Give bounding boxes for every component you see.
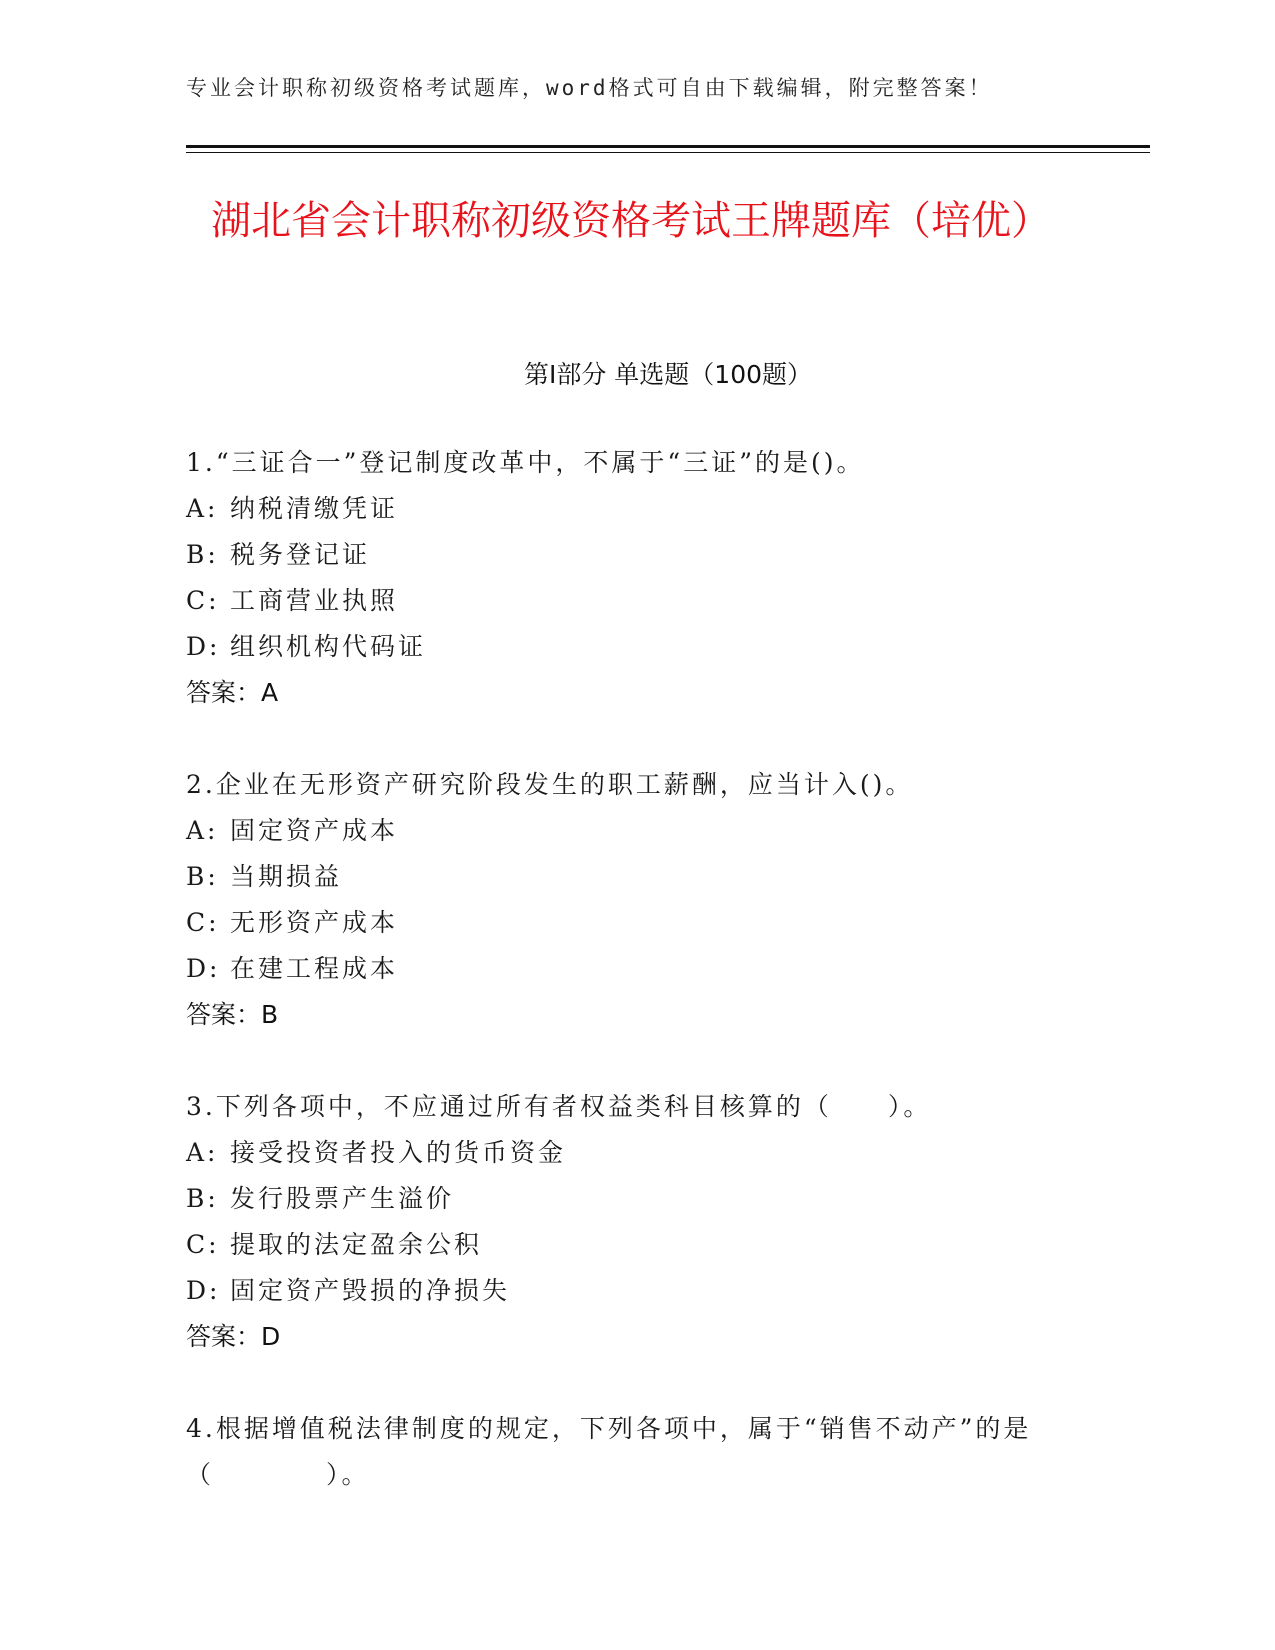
option-text: 提取的法定盈余公积 — [230, 1230, 483, 1259]
option-text: 组织机构代码证 — [230, 632, 427, 661]
option-b — [186, 1176, 1086, 1222]
answer-line: 答案：D — [186, 1322, 281, 1351]
option-prefix: C: — [186, 586, 220, 615]
option-b — [186, 854, 1086, 900]
header-rule-thick — [186, 145, 1150, 148]
question-1 — [186, 440, 1086, 716]
question-2 — [186, 762, 1086, 1038]
question-3 — [186, 1084, 1086, 1360]
question-4 — [186, 1406, 1086, 1498]
answer-line: 答案：B — [186, 1000, 279, 1029]
option-prefix: A: — [186, 816, 219, 845]
question-stem: 2.企业在无形资产研究阶段发生的职工薪酬，应当计入()。 — [186, 770, 914, 799]
answer-line: 答案：A — [186, 678, 279, 707]
option-prefix: A: — [186, 1138, 219, 1167]
option-text: 无形资产成本 — [230, 908, 399, 937]
option-prefix: A: — [186, 494, 219, 523]
option-text: 当期损益 — [230, 862, 343, 891]
option-d — [186, 946, 1086, 992]
question-stem: 4.根据增值税法律制度的规定，下列各项中，属于“销售不动产”的是（ ）。 — [186, 1414, 1032, 1489]
option-text: 发行股票产生溢价 — [230, 1184, 455, 1213]
option-prefix: B: — [186, 862, 219, 891]
option-c — [186, 578, 1086, 624]
option-prefix: D: — [186, 1276, 221, 1305]
document-title: 湖北省会计职称初级资格考试王牌题库（培优） — [211, 198, 1051, 244]
option-prefix: D: — [186, 632, 221, 661]
option-text: 固定资产毁损的净损失 — [230, 1276, 511, 1305]
option-prefix: D: — [186, 954, 221, 983]
option-text: 接受投资者投入的货币资金 — [230, 1138, 567, 1167]
option-prefix: B: — [186, 540, 219, 569]
question-list — [186, 440, 1086, 1544]
option-prefix: C: — [186, 1230, 220, 1259]
option-text: 纳税清缴凭证 — [230, 494, 399, 523]
page-header: 专业会计职称初级资格考试题库，word格式可自由下载编辑，附完整答案！ — [186, 76, 993, 100]
option-b — [186, 532, 1086, 578]
option-a — [186, 1130, 1086, 1176]
option-text: 工商营业执照 — [230, 586, 399, 615]
option-c — [186, 1222, 1086, 1268]
option-c — [186, 900, 1086, 946]
option-prefix: B: — [186, 1184, 219, 1213]
section-title: 第Ⅰ部分 单选题（100题） — [523, 360, 813, 389]
question-stem: 3.下列各项中，不应通过所有者权益类科目核算的（ ）。 — [186, 1092, 932, 1121]
option-text: 在建工程成本 — [230, 954, 399, 983]
option-text: 税务登记证 — [230, 540, 371, 569]
option-prefix: C: — [186, 908, 220, 937]
option-d — [186, 1268, 1086, 1314]
question-stem: 1.“三证合一”登记制度改革中，不属于“三证”的是()。 — [186, 448, 865, 477]
option-a — [186, 486, 1086, 532]
option-text: 固定资产成本 — [230, 816, 399, 845]
header-rule-thin — [186, 152, 1150, 153]
option-d — [186, 624, 1086, 670]
option-a — [186, 808, 1086, 854]
